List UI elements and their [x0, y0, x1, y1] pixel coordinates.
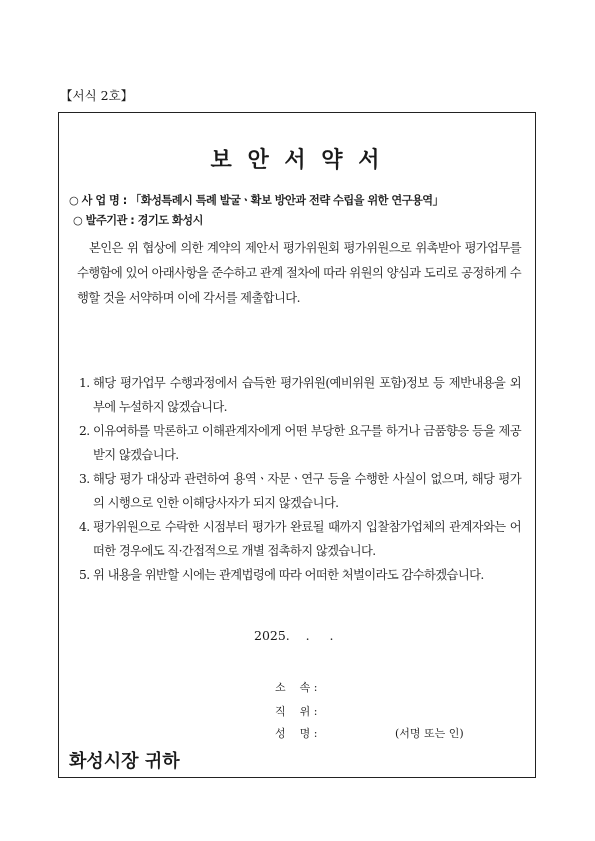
pledge-items-list [79, 371, 521, 587]
pledge-date: 2025. . . [254, 628, 334, 643]
document-title: 보 안 서 약 서 [210, 148, 384, 173]
pledge-item-text: 위 내용을 위반할 시에는 관계법령에 따라 어떠한 처벌이라도 감수하겠습니다. [93, 568, 484, 582]
name-field[interactable]: 성 명 : [275, 727, 318, 740]
ordering-agency-line: ○ 발주기관 : 경기도 화성시 [73, 214, 203, 227]
pledge-item [79, 371, 521, 419]
pledge-item-text: 이유여하를 막론하고 이해관계자에게 어떤 부당한 요구를 하거나 금품향응 등을 제공받지 않겠습니다. [93, 424, 521, 462]
intro-text: 본인은 위 협상에 의한 계약의 제안서 평가위원회 평가위원으로 위촉받아 평가업무를 수행함에 있어 아래사항을 준수하고 관계 절차에 따라 위원의 양심과 도리로 공정하게 수행할 것을 서약하며 이에 각서를 제출합니다. [77, 241, 521, 305]
pledge-item-number: 3. [79, 472, 90, 486]
addressee: 화성시장 귀하 [69, 751, 180, 772]
form-number-label: 【서식 2호】 [60, 88, 134, 103]
pledge-item [79, 515, 521, 563]
intro-paragraph [77, 236, 521, 311]
pledge-item-text: 해당 평가 대상과 관련하여 용역ㆍ자문ㆍ연구 등을 수행한 사실이 없으며, 해당 평가의 시행으로 인한 이해당사자가 되지 않겠습니다. [93, 472, 521, 510]
pledge-item [79, 419, 521, 467]
pledge-item-text: 해당 평가업무 수행과정에서 습득한 평가위원(예비위원 포함)정보 등 제반내용을 외부에 누설하지 않겠습니다. [93, 376, 521, 414]
pledge-document-box [58, 112, 536, 778]
pledge-item [79, 467, 521, 515]
position-field[interactable]: 직 위 : [275, 705, 318, 718]
signature-note: (서명 또는 인) [395, 727, 464, 740]
pledge-item-number: 4. [79, 520, 90, 534]
pledge-item-number: 1. [79, 376, 90, 390]
project-name-line: ○ 사 업 명 : 「화성특례시 특례 발굴ㆍ확보 방안과 전략 수립을 위한 연구용역」 [69, 194, 444, 207]
pledge-item-text: 평가위원으로 수락한 시점부터 평가가 완료될 때까지 입찰참가업체의 관계자와는 어떠한 경우에도 직·간접적으로 개별 접촉하지 않겠습니다. [93, 520, 521, 558]
affiliation-field[interactable]: 소 속 : [275, 681, 318, 694]
pledge-item-number: 5. [79, 568, 90, 582]
pledge-item-number: 2. [79, 424, 90, 438]
pledge-item [79, 563, 521, 587]
